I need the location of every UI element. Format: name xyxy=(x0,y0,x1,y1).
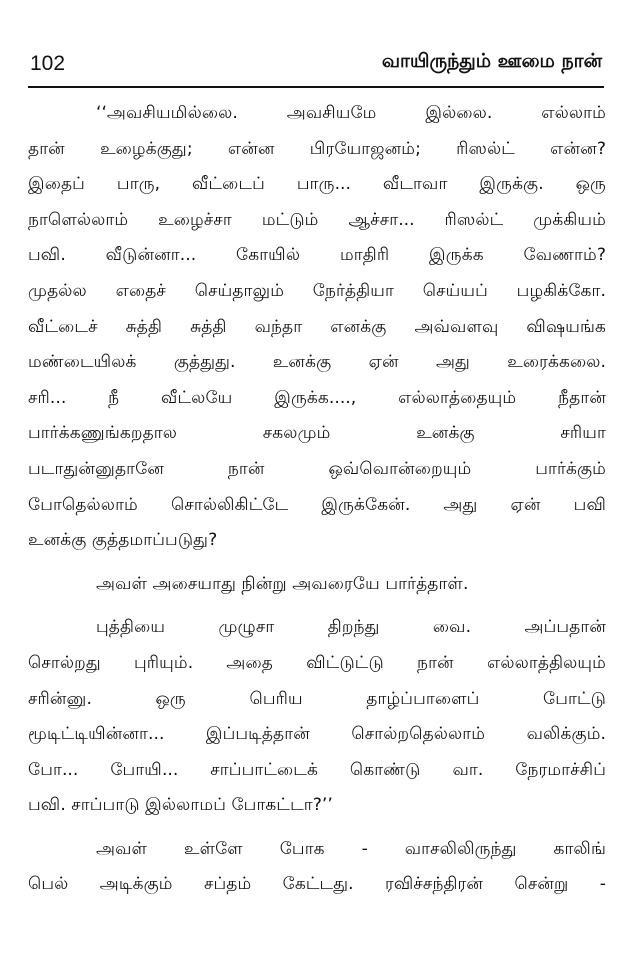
text-line: அவள் உள்ளே போக - வாசலிலிருந்து காலிங் xyxy=(96,838,606,859)
text-line: நாளெல்லாம் உழைச்சா மட்டும் ஆச்சா... ரிஸல்ட் முக்கியம் xyxy=(28,209,606,230)
text-line: முதல்ல எதைச் செய்தாலும் நேர்த்தியா செய்யப் பழகிக்கோ. xyxy=(28,280,606,301)
text-line: போ... போயி... சாப்பாட்டைக் கொண்டு வா. நேரமாச்சிப் xyxy=(28,759,606,780)
text-line: புத்தியை முழுசா திறந்து வை. அப்பதான் xyxy=(96,617,606,638)
text-line: பவி. சாப்பாடு இல்லாமப் போகட்டா?’’ xyxy=(28,795,333,816)
text-line: இதைப் பாரு, வீட்டைப் பாரு... வீடாவா இருக்கு. ஒரு xyxy=(28,174,606,195)
header-rule xyxy=(28,86,604,88)
text-line: அவள் அசையாது நின்று அவரையே பார்த்தாள். xyxy=(96,573,469,594)
text-line: போதெல்லாம் சொல்லிகிட்டே இருக்கேன். அது ஏன் பவி xyxy=(28,494,606,515)
text-line: உனக்கு குத்தமாப்படுது? xyxy=(28,530,218,551)
running-title: வாயிருந்தும் ஊமை நான் xyxy=(381,50,602,72)
body-text xyxy=(28,96,606,903)
page-number: 102 xyxy=(30,52,66,75)
paragraph-1 xyxy=(28,96,606,559)
text-line: மண்டையிலக் குத்துது. உனக்கு ஏன் அது உரைக்கலை. xyxy=(28,352,606,373)
text-line: பவி. வீடுன்னா... கோயில் மாதிரி இருக்க வேணாம்? xyxy=(28,245,606,266)
paragraph-4 xyxy=(28,832,606,903)
text-line: சொல்றது புரியும். அதை விட்டுட்டு நான் எல்லாத்திலயும் xyxy=(28,652,606,673)
text-line: ‘‘அவசியமில்லை. அவசியமே இல்லை. எல்லாம் xyxy=(96,103,606,123)
text-line: மூடிட்டியின்னா... இப்படித்தான் சொல்றதெல்லாம் வலிக்கும். xyxy=(28,724,606,745)
text-line: வீட்டைச் சுத்தி சுத்தி வந்தா எனக்கு அவ்வளவு விஷயங்க xyxy=(28,316,606,337)
text-line: சரின்னு. ஒரு பெரிய தாழ்ப்பாளைப் போட்டு xyxy=(28,688,606,709)
text-line: சரி... நீ வீட்லயே இருக்க...., எல்லாத்தையும் நீதான் xyxy=(28,387,606,408)
text-line: தான் உழைக்குது; என்ன பிரயோஜனம்; ரிஸல்ட் என்ன? xyxy=(28,138,606,159)
text-line: பெல் அடிக்கும் சப்தம் கேட்டது. ரவிச்சந்திரன் சென்று - xyxy=(28,874,606,895)
text-line: பார்க்கணுங்கறதால சகலமும் உனக்கு சரியா xyxy=(28,423,606,444)
paragraph-3 xyxy=(28,610,606,824)
text-line: படாதுன்னுதானே நான் ஒவ்வொன்றையும் பார்க்கும் xyxy=(28,458,606,479)
paragraph-2 xyxy=(28,567,606,603)
